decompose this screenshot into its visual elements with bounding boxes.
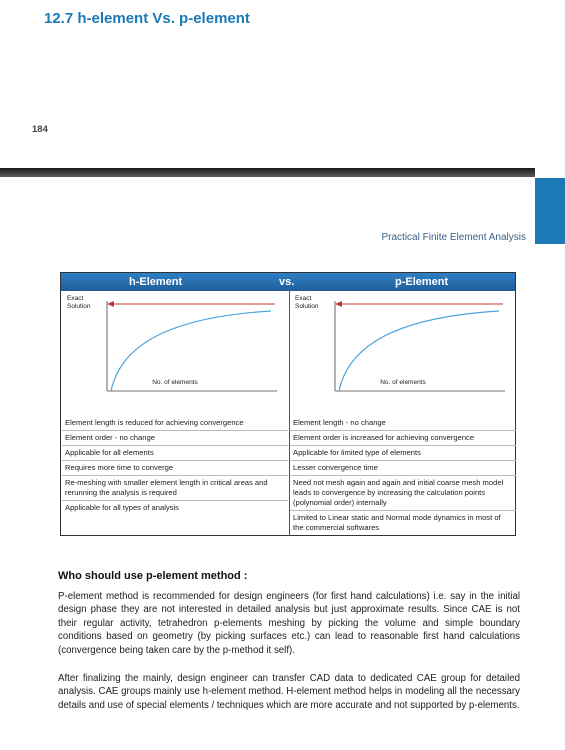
p-graph-exact-arrowhead [335,301,342,307]
running-header: Practical Finite Element Analysis [381,232,526,243]
p-graph-y-label [295,295,319,311]
h-row: Requires more time to converge [62,461,288,476]
h-graph-y-label [67,295,91,311]
h-graph-x-label: No. of elements [152,379,198,386]
p-row: Limited to Linear static and Normal mode dynamics in most of the commercial softwares [293,513,501,532]
p-element-rows [290,416,516,535]
p-row: Element order is increased for achieving convergence [290,431,516,446]
section-heading: Who should use p-element method : [58,570,248,582]
h-graph-svg [63,293,287,403]
page-divider-bar [0,168,535,177]
h-row: Applicable for all elements [62,446,288,461]
p-row: Element length - no change [290,416,516,431]
comparison-table [60,272,516,536]
p-graph-y-label-line2: Solution [295,303,319,310]
p-graph-svg [291,293,515,403]
h-graph-y-label-line2: Solution [67,303,91,310]
p-row: Lesser convergence time [290,461,516,476]
page-number: 184 [32,124,48,135]
h-graph-y-label-line1: Exact [67,295,84,302]
p-graph-x-label: No. of elements [380,379,426,386]
h-element-rows [62,416,288,515]
h-row: Applicable for all types of analysis [65,503,179,512]
h-row: Element length is reduced for achieving convergence [62,416,288,431]
body-paragraph-2: After finalizing the mainly, design engineer can transfer CAD data to dedicated CAE group for detailed analysis. CAE groups mainly use h-element method. H-element method helps in modeling all the necessary details and use of special elements / techniques which are more accurate and not supported by p-elements. [58,673,520,711]
header-vs: vs. [279,276,295,288]
header-h-element: h-Element [129,276,183,288]
p-graph-y-label-line1: Exact [295,295,312,302]
body-paragraph-1: P-element method is recommended for design engineers (for first hand calculations) i.e. say in the initial design phase they are not interested in detailed analysis but just approximate results. Since CAE is not their regular activity, tetrahedron p-elements meshing by picking the volume and simple boundary conditions based on geometry (by picking surfaces etc.) can lead to reasonable first hand calculations (convergence being taken care by the p-method it self). [58,591,520,656]
comparison-header [61,273,515,291]
p-row: Applicable for limited type of elements [290,446,516,461]
header-p-element: p-Element [395,276,449,288]
h-graph-exact-arrowhead [107,301,114,307]
p-row: Need not mesh again and again and initial coarse mesh model leads to convergence by increasing the calculation points (polynomial order) internally [290,476,516,511]
h-row: Element order - no change [62,431,288,446]
h-row: Re-meshing with smaller element length in critical areas and rerunning the analysis is required [62,476,288,501]
p-element-graph [291,293,515,403]
chapter-side-tab [535,178,565,244]
page-heading: 12.7 h-element Vs. p-element [44,10,250,27]
h-element-graph [63,293,287,403]
